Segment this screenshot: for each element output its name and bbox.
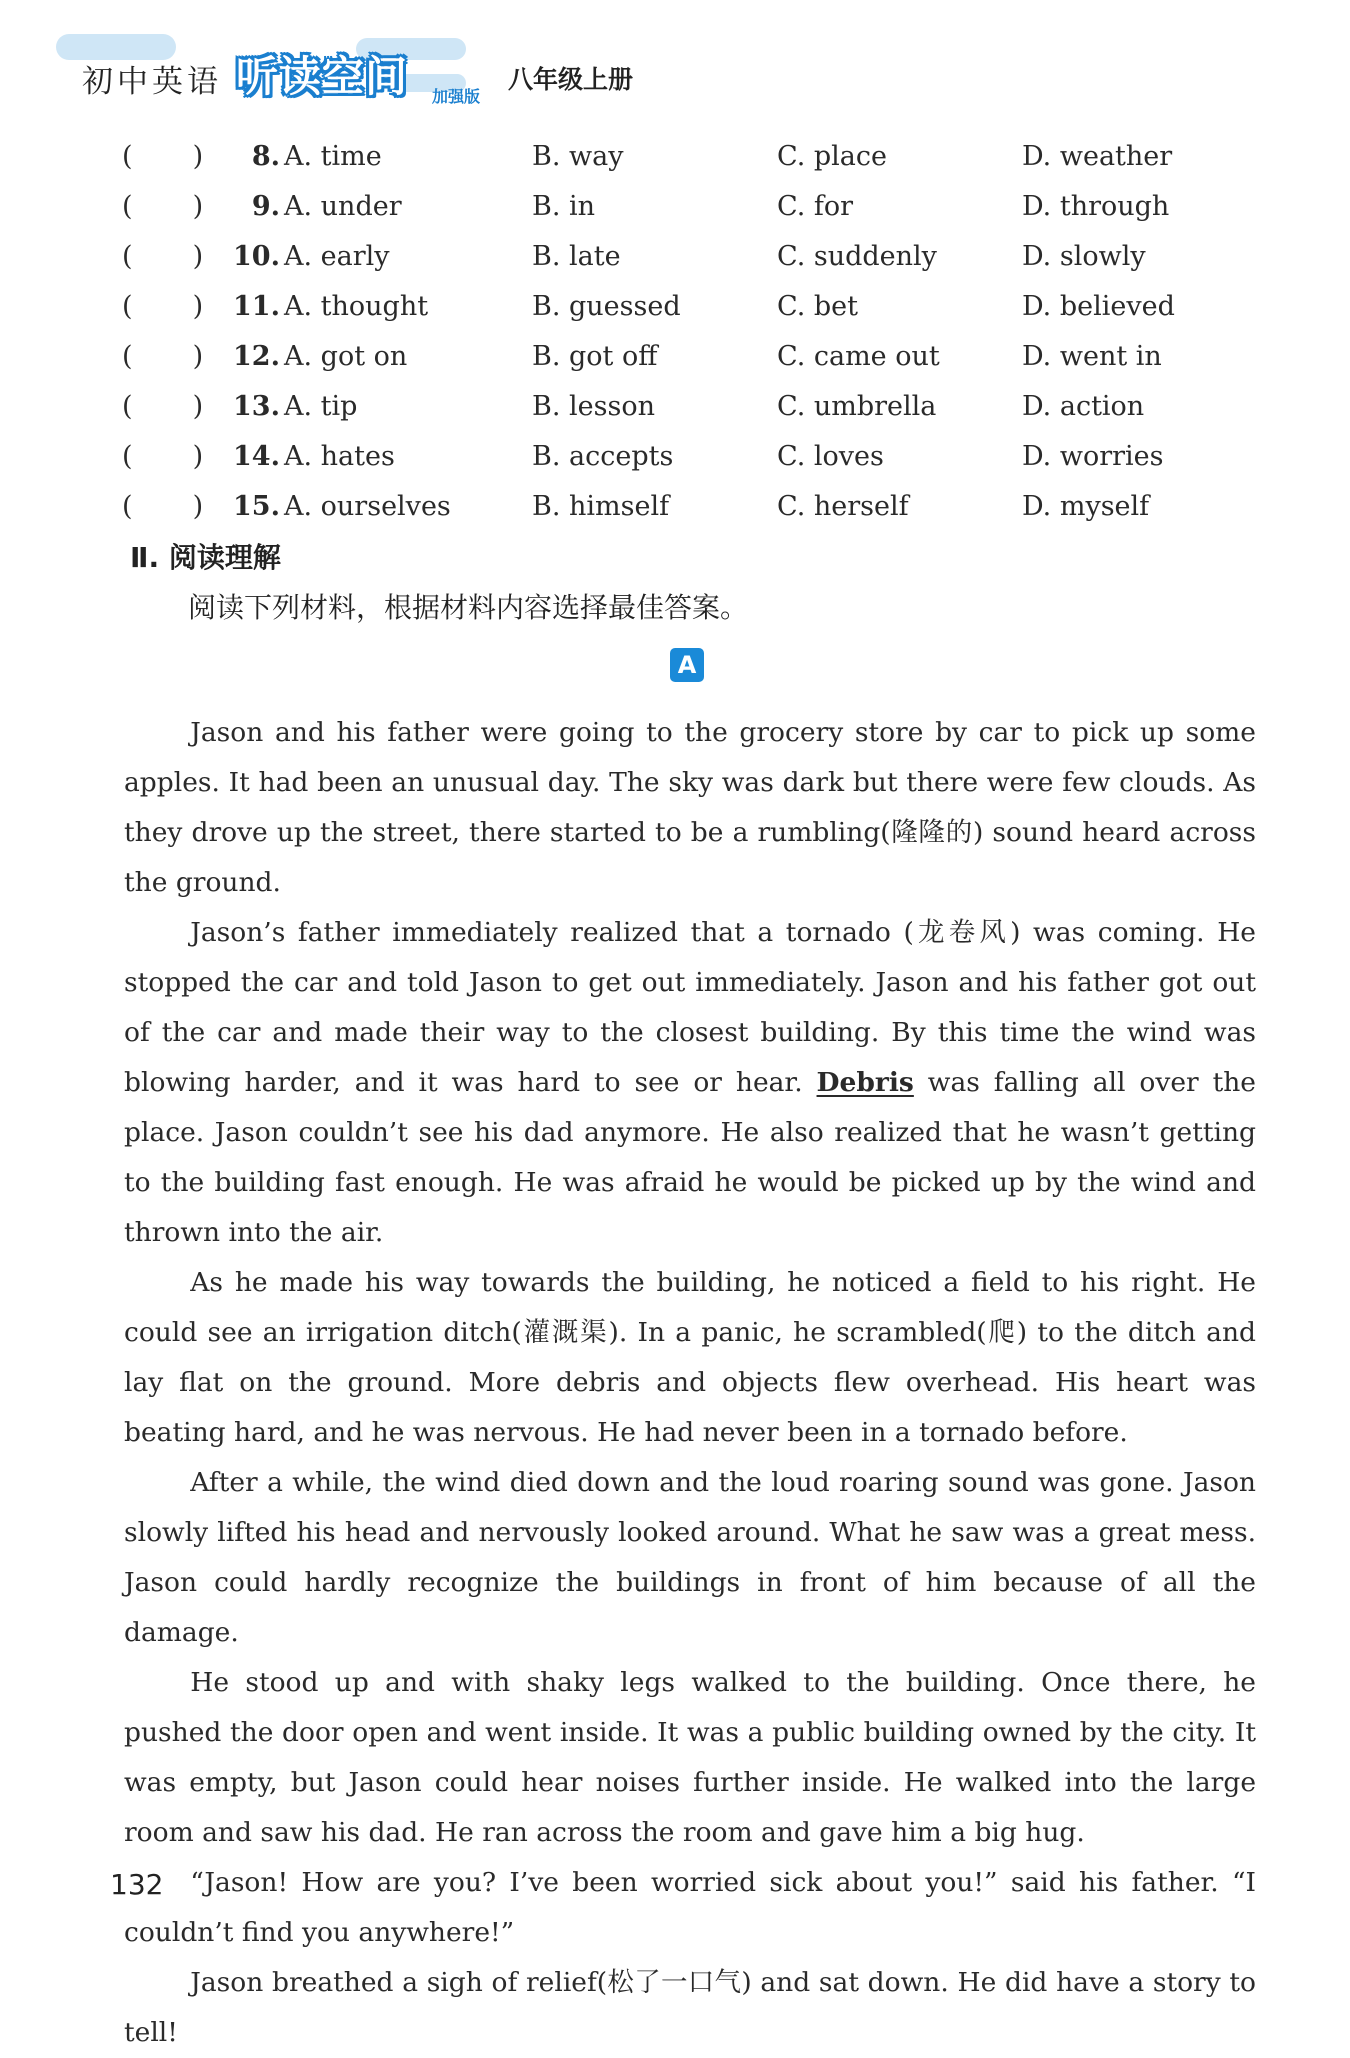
cloze-options: [122, 132, 1242, 532]
brand-text: 初中英语: [82, 64, 222, 100]
choice-d: D. through: [1022, 191, 1170, 222]
paragraph-text: was falling all over the place. Jason couldn’t see his dad anymore. He also realized that he wasn’t getting to the building fast enough. He was afraid he would be picked up by the wind and thrown into the air.: [124, 1067, 1256, 1248]
keyword-debris: Debris: [816, 1067, 914, 1098]
answer-blank: ( ): [122, 441, 204, 472]
option-row: [122, 332, 1242, 382]
choice-d: D. went in: [1022, 341, 1162, 372]
choice-b: B. guessed: [532, 291, 681, 322]
section-instruction: 阅读下列材料，根据材料内容选择最佳答案。: [188, 591, 749, 624]
passage-paragraph: [124, 908, 1256, 1258]
page-header: [56, 28, 1296, 118]
option-row: [122, 232, 1242, 282]
passage-paragraph: He stood up and with shaky legs walked to the building. Once there, he pushed the door open and went inside. It was a public building owned by the city. It was empty, but Jason could hear noises further inside. He walked into the large room and saw his dad. He ran across the room and gave him a big hug.: [124, 1667, 1256, 1848]
choice-d: D. myself: [1022, 491, 1150, 522]
option-row: [122, 432, 1242, 482]
passage-paragraph: “Jason! How are you? I’ve been worried sick about you!” said his father. “I couldn’t find you anywhere!”: [124, 1867, 1256, 1948]
choice-c: C. suddenly: [777, 241, 937, 272]
choice-a: A. ourselves: [284, 491, 451, 522]
passage-paragraph: After a while, the wind died down and the loud roaring sound was gone. Jason slowly lifted his head and nervously looked around. What he saw was a great mess. Jason could hardly recognize the buildings in front of him because of all the damage.: [124, 1467, 1256, 1648]
question-number: 13.: [233, 391, 280, 422]
option-row: [122, 482, 1242, 532]
answer-blank: ( ): [122, 341, 204, 372]
answer-blank: ( ): [122, 391, 204, 422]
passage-label-badge: A: [670, 648, 704, 682]
choice-d: D. worries: [1022, 441, 1164, 472]
brand-logo: 听读空间: [236, 52, 409, 101]
choice-b: B. got off: [532, 341, 658, 372]
choice-a: A. hates: [284, 441, 395, 472]
question-number: 14.: [233, 441, 280, 472]
question-number: 9.: [251, 191, 280, 222]
passage-paragraph: Jason and his father were going to the grocery store by car to pick up some apples. It had been an unusual day. The sky was dark but there were few clouds. As they drove up the street, there started to be a rumbling(隆隆的) sound heard across the ground.: [124, 717, 1256, 898]
question-number: 10.: [233, 241, 280, 272]
choice-a: A. early: [284, 241, 390, 272]
option-row: [122, 132, 1242, 182]
choice-d: D. action: [1022, 391, 1145, 422]
question-number: 15.: [233, 491, 280, 522]
choice-a: A. tip: [284, 391, 358, 422]
paragraph-text: Jason’s father immediately realized that a tornado (龙卷风) was coming. He stopped the car and told Jason to get out immediately. Jason and his father got out of the car and made their way to the closest building. By this time the wind was blowing harder, and it was hard to see or hear.: [124, 917, 1256, 1098]
option-row: [122, 382, 1242, 432]
choice-b: B. in: [532, 191, 596, 222]
choice-b: B. way: [532, 141, 624, 172]
choice-a: A. time: [284, 141, 382, 172]
choice-a: A. thought: [284, 291, 429, 322]
answer-blank: ( ): [122, 291, 204, 322]
passage-paragraph: As he made his way towards the building, he noticed a field to his right. He could see an irrigation ditch(灌溉渠). In a panic, he scrambled(爬) to the ditch and lay flat on the ground. More debris and objects flew overhead. His heart was beating hard, and he was nervous. He had never been in a tornado before.: [124, 1267, 1256, 1448]
page-number: 132: [110, 1868, 164, 1901]
choice-c: C. bet: [777, 291, 858, 322]
option-row: [122, 182, 1242, 232]
reading-passage: [124, 708, 1256, 2058]
choice-b: B. lesson: [532, 391, 655, 422]
choice-c: C. came out: [777, 341, 940, 372]
answer-blank: ( ): [122, 191, 204, 222]
choice-c: C. loves: [777, 441, 884, 472]
choice-c: C. herself: [777, 491, 909, 522]
option-row: [122, 282, 1242, 332]
choice-c: C. for: [777, 191, 854, 222]
answer-blank: ( ): [122, 491, 204, 522]
grade-label: 八年级上册: [508, 65, 634, 94]
answer-blank: ( ): [122, 241, 204, 272]
edition-label: 加强版: [432, 87, 481, 106]
choice-d: D. believed: [1022, 291, 1175, 322]
passage-paragraph: Jason breathed a sigh of relief(松了一口气) and sat down. He did have a story to tell!: [124, 1967, 1256, 2048]
choice-a: A. under: [284, 191, 402, 222]
question-number: 12.: [233, 341, 280, 372]
choice-c: C. place: [777, 141, 887, 172]
question-number: 8.: [251, 141, 280, 172]
question-number: 11.: [233, 291, 280, 322]
choice-b: B. himself: [532, 491, 670, 522]
choice-c: C. umbrella: [777, 391, 937, 422]
answer-blank: ( ): [122, 141, 204, 172]
section-title: Ⅱ. 阅读理解: [130, 541, 281, 574]
choice-b: B. accepts: [532, 441, 674, 472]
choice-b: B. late: [532, 241, 621, 272]
choice-d: D. slowly: [1022, 241, 1146, 272]
choice-a: A. got on: [284, 341, 408, 372]
choice-d: D. weather: [1022, 141, 1173, 172]
